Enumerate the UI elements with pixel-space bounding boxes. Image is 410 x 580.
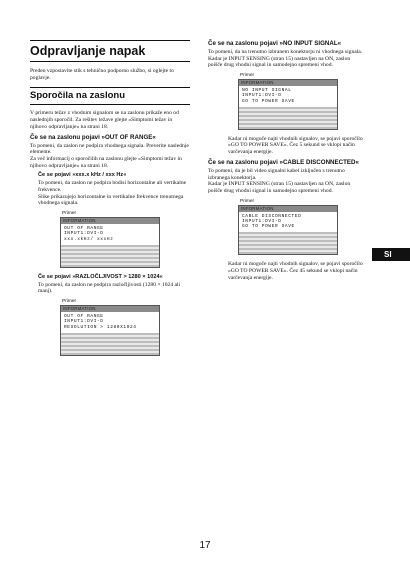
osd-message-box (60, 217, 160, 268)
example-label: Primer (240, 198, 255, 204)
khz-heading: Če se pojavi »xxx.x kHz / xxx Hz« (38, 172, 127, 179)
osd-grey-area (61, 333, 159, 355)
no-input-signal-text: To pomeni, da na trenutno izbranem konektorju ni vhodnega signala. Kadar je INPUT SENSING (stran 15) nastavljen na ON, zaslon poišče drug vhodni signal in samodejno spremeni vhod. (208, 49, 363, 69)
cable-disconnected-heading: Če se na zaslonu pojavi »CABLE DISCONNECTED« (208, 158, 359, 166)
osd-line: GO TO POWER SAVE (242, 224, 295, 230)
page-number: 17 (199, 540, 211, 551)
intro-text: Preden vzpostavite stik s tehnično podporno službo, si oglejte to poglavje. (30, 68, 174, 81)
screen-example-cable (238, 199, 338, 256)
section-text: V primeru težav z vhodnim signalom se na zaslonu prikaže eno od naslednjih sporočil. Za rešitev težave glejte »Simptomi težav in njihovo odpravljanje« na strani 18. (30, 110, 179, 130)
osd-grey-area (61, 245, 159, 267)
osd-line: INPUT1:DVI-D (64, 231, 104, 237)
screen-example-no-input (238, 73, 338, 130)
osd-line: INPUT1:DVI-D (242, 218, 282, 224)
khz-text: To pomeni, da zaslon ne podpira bodisi horizontalne ali vertikalne frekvence. Slike prikazujejo horizontalne in vertikalne frekvence trenutnega vhodnega signala. (38, 180, 187, 207)
osd-line: CABLE DISCONNECTED (242, 213, 302, 219)
cable-after-text: Kadar ni mogoče najti vhodnih signalov, se pojavi sporočilo »GO TO POWER SAVE«. Čez 45 sekund se vklopi način varčevanja energije. (228, 261, 363, 281)
osd-line: NO INPUT SIGNAL (242, 88, 292, 94)
osd-message-box (60, 305, 160, 356)
example-label: Primer (62, 211, 77, 217)
osd-grey-area (239, 107, 337, 129)
example-label: Primer (240, 73, 255, 79)
osd-message (239, 212, 337, 233)
osd-info-bar: INFORMATION (239, 80, 337, 86)
screen-example-resolution (60, 299, 160, 356)
resolution-heading: Če se pojavi »RAZLOČLJIVOST > 1280 × 1024« (38, 273, 163, 280)
resolution-text: To pomeni, da zaslon ne podpira razločljivosti (1280 × 1024 ali manj). (38, 281, 181, 295)
no-input-signal-heading: Če se na zaslonu pojavi »NO INPUT SIGNAL« (208, 40, 342, 47)
osd-line: xxx.xkHz/ xxxHz (64, 236, 114, 242)
osd-message (239, 86, 337, 107)
osd-message-box (238, 205, 338, 256)
osd-info-bar: INFORMATION (61, 306, 159, 312)
language-tab: SI (372, 248, 410, 261)
cable-disconnected-text: To pomeni, da je bil video signalni kabel izključen s trenutno izbranega konektorja. Kadar je INPUT SENSING (stran 15) nastavljen na ON, zaslon poišče drug vhodni signal in samodejno spremeni vhod. (208, 167, 351, 194)
page-title: Odpravljanje napak (30, 40, 190, 62)
osd-message (61, 224, 159, 245)
osd-line: RESOLUTION > 1280X1024 (64, 324, 137, 330)
osd-info-bar: INFORMATION (239, 206, 337, 212)
osd-message (61, 312, 159, 333)
osd-grey-area (239, 232, 337, 254)
osd-line: OUT OF RANGE (64, 314, 104, 320)
osd-line: OUT OF RANGE (64, 226, 104, 232)
osd-message-box (238, 79, 338, 130)
osd-line: INPUT1:DVI-D (64, 319, 104, 325)
out-of-range-text: To pomeni, da zaslon ne podpira vhodnega signala. Preverite naslednje elemente. Za več informacij o sporočilih na zaslonu glejte »Simptomi težav in njihovo odpravljanje« na strani 18. (30, 142, 189, 169)
no-input-after-text: Kadar ni mogoče najti vhodnih signalov, se pojavi sporočilo »GO TO POWER SAVE«. Čez 5 sekund se vklopi način varčevanja energije. (228, 135, 363, 156)
screen-example-frequency (60, 211, 160, 268)
osd-line: INPUT1:DVI-D (242, 93, 282, 99)
section-title: Sporočila na zaslonu (30, 87, 190, 105)
example-label: Primer (62, 299, 77, 305)
left-column (30, 40, 190, 362)
osd-info-bar: INFORMATION (61, 218, 159, 224)
right-column (208, 40, 363, 284)
out-of-range-heading: Če se na zaslonu pojavi »OUT OF RANGE« (30, 133, 156, 141)
osd-line: GO TO POWER SAVE (242, 98, 295, 104)
